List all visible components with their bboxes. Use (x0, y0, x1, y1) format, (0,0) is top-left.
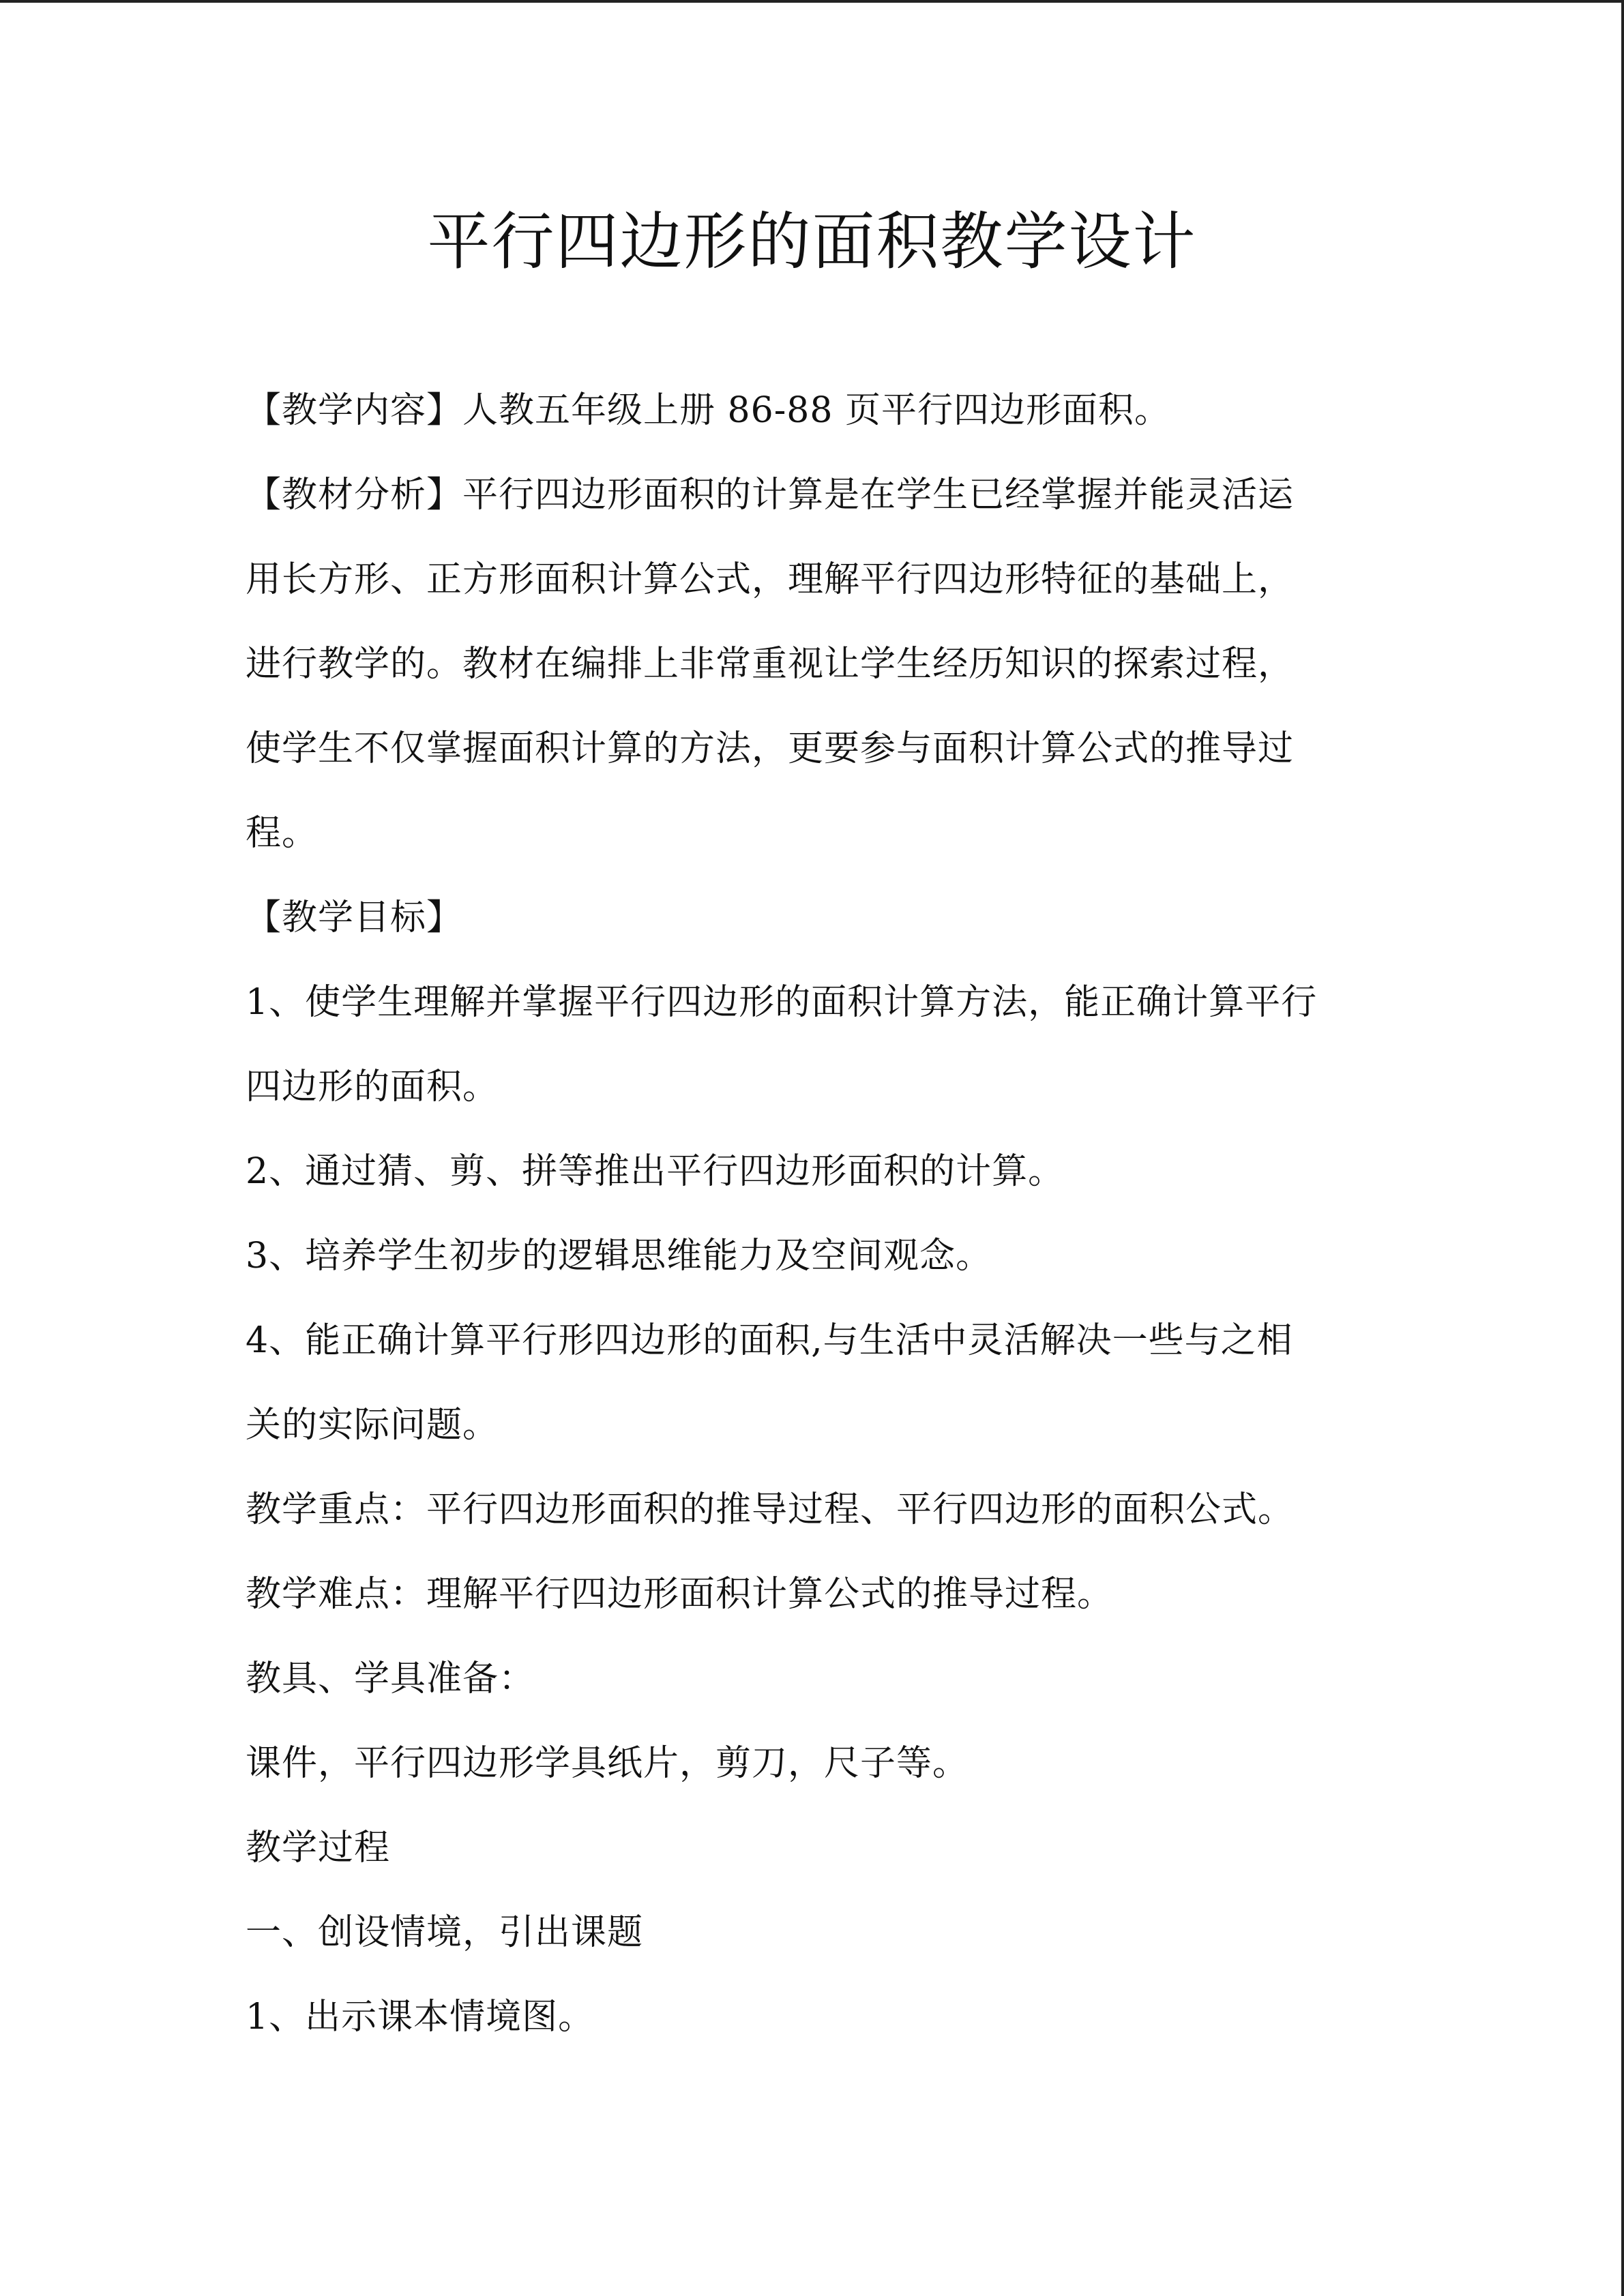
paragraph-line: 使学生不仅掌握面积计算的方法，更要参与面积计算公式的推导过 (246, 728, 1295, 769)
page-border-top (0, 0, 1624, 3)
page-border-right (1621, 0, 1624, 2296)
document-body (246, 368, 1391, 2059)
teaching-goals-heading: 【教学目标】 (246, 897, 463, 938)
teaching-focus-line: 教学重点：平行四边形面积的推导过程、平行四边形的面积公式。 (246, 1489, 1295, 1530)
paragraph-line: 用长方形、正方形面积计算公式，理解平行四边形特征的基础上， (246, 559, 1295, 600)
materials-heading: 教具、学具准备： (246, 1658, 535, 1699)
teaching-content-line: 【教学内容】人教五年级上册 86-88 页平行四边形面积。 (246, 390, 1170, 431)
materials-line: 课件，平行四边形学具纸片，剪刀，尺子等。 (246, 1743, 969, 1784)
teaching-difficulty-line: 教学难点：理解平行四边形面积计算公式的推导过程。 (246, 1574, 1114, 1615)
paragraph-line: 程。 (246, 813, 319, 854)
goal-item-2: 2、通过猜、剪、拼等推出平行四边形面积的计算。 (246, 1151, 1065, 1192)
section-heading-1: 一、创设情境，引出课题 (246, 1912, 644, 1953)
goal-item-4-continued: 关的实际问题。 (246, 1405, 499, 1446)
goal-item-3: 3、培养学生初步的逻辑思维能力及空间观念。 (246, 1236, 992, 1277)
step-item-1: 1、出示课本情境图。 (246, 1997, 595, 2038)
page-title: 平行四边形的面积教学设计 (427, 205, 1197, 278)
goal-item-1-continued: 四边形的面积。 (246, 1067, 499, 1107)
paragraph-line: 进行教学的。教材在编排上非常重视让学生经历知识的探索过程， (246, 644, 1295, 685)
material-analysis-line: 【教材分析】平行四边形面积的计算是在学生已经掌握并能灵活运 (246, 475, 1295, 516)
teaching-process-heading: 教学过程 (246, 1828, 391, 1868)
goal-item-1: 1、使学生理解并掌握平行四边形的面积计算方法，能正确计算平行 (246, 982, 1318, 1023)
goal-item-4: 4、能正确计算平行形四边形的面积,与生活中灵活解决一些与之相 (246, 1320, 1293, 1361)
